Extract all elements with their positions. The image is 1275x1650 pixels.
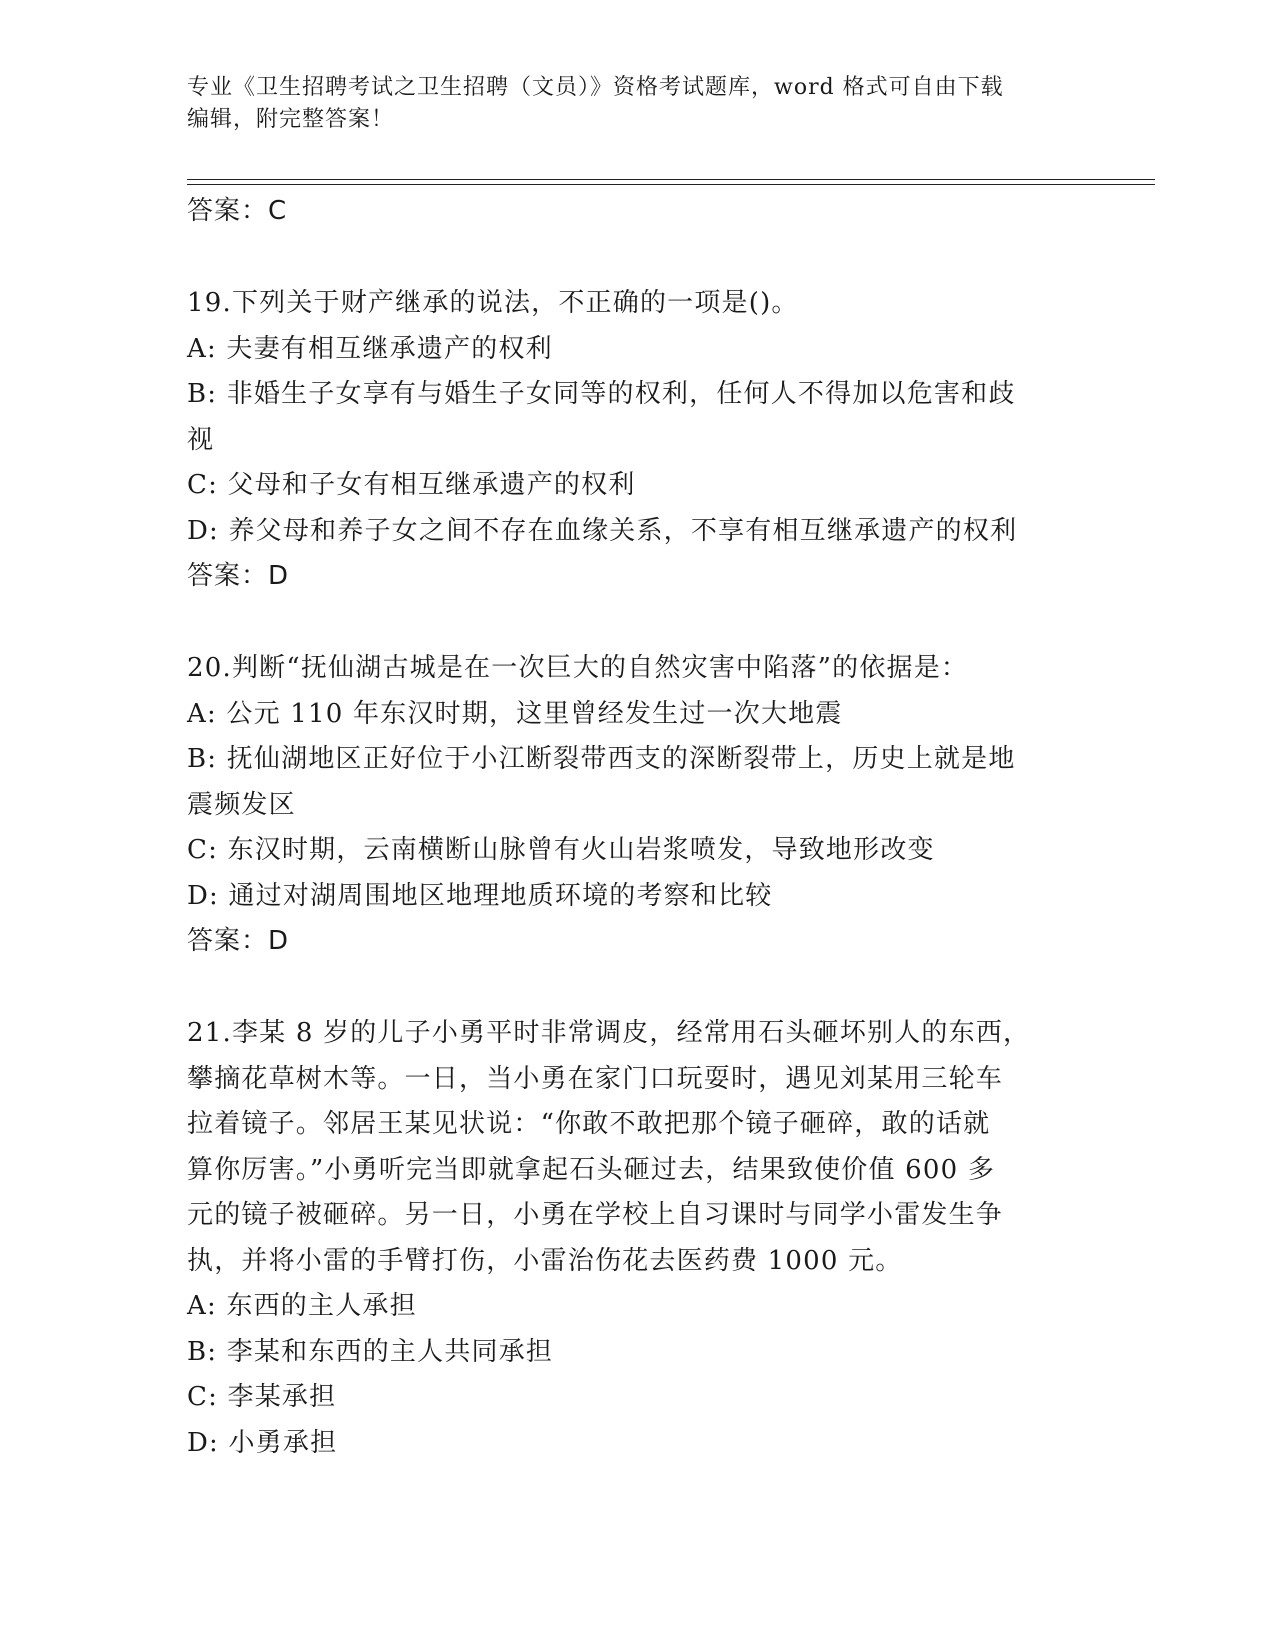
question-spacer <box>187 964 1087 1011</box>
question-stem-line: 攀摘花草树木等。一日，当小勇在家门口玩耍时，遇见刘某用三轮车 <box>187 1063 1004 1094</box>
option-line: D: 小勇承担 <box>187 1427 338 1458</box>
header-line-1: 专业《卫生招聘考试之卫生招聘（文员）》资格考试题库，word 格式可自由下载 <box>187 75 1004 100</box>
option-line: C: 东汉时期，云南横断山脉曾有火山岩浆喷发，导致地形改变 <box>187 835 935 865</box>
question-list <box>187 234 1087 1466</box>
question-block <box>187 281 1087 599</box>
document-body <box>187 189 1087 1466</box>
question-spacer <box>187 234 1087 281</box>
question-spacer <box>187 599 1087 646</box>
question-stem-line: 20.判断“抚仙湖古城是在一次巨大的自然灾害中陷落”的依据是： <box>187 653 969 683</box>
option-line: B: 李某和东西的主人共同承担 <box>187 1336 554 1367</box>
header-rule-bottom <box>187 184 1155 185</box>
answer-line: 答案：D <box>187 926 290 956</box>
answer-line: 答案：D <box>187 561 290 591</box>
previous-answer: 答案：C <box>187 196 288 226</box>
option-line: B: 抚仙湖地区正好位于小江断裂带西支的深断裂带上，历史上就是地 <box>187 744 1016 774</box>
option-line: B: 非婚生子女享有与婚生子女同等的权利，任何人不得加以危害和歧 <box>187 379 1016 409</box>
option-line: C: 李某承担 <box>187 1382 337 1412</box>
question-stem-line: 19.下列关于财产继承的说法，不正确的一项是()。 <box>187 288 799 318</box>
question-stem-line: 拉着镜子。邻居王某见状说：“你敢不敢把那个镜子砸碎，敢的话就 <box>187 1109 991 1139</box>
option-line: D: 通过对湖周围地区地理地质环境的考察和比较 <box>187 880 773 911</box>
option-line: D: 养父母和养子女之间不存在血缘关系，不享有相互继承遗产的权利 <box>187 515 1018 546</box>
question-block <box>187 646 1087 964</box>
page-header <box>187 72 1067 136</box>
option-line: 震频发区 <box>187 789 296 820</box>
question-stem-line: 元的镜子被砸碎。另一日，小勇在学校上自习课时与同学小雷发生争 <box>187 1200 1004 1230</box>
question-stem-line: 执，并将小雷的手臂打伤，小雷治伤花去医药费 1000 元。 <box>187 1245 903 1276</box>
option-line: 视 <box>187 424 215 455</box>
option-line: C: 父母和子女有相互继承遗产的权利 <box>187 470 636 500</box>
question-block <box>187 1011 1087 1466</box>
header-rule-top <box>187 179 1155 180</box>
header-line-2: 编辑，附完整答案！ <box>187 107 395 132</box>
question-stem-line: 21.李某 8 岁的儿子小勇平时非常调皮，经常用石头砸坏别人的东西， <box>187 1018 1031 1048</box>
option-line: A: 东西的主人承担 <box>187 1291 417 1321</box>
option-line: A: 公元 110 年东汉时期，这里曾经发生过一次大地震 <box>187 698 843 729</box>
option-line: A: 夫妻有相互继承遗产的权利 <box>187 333 553 364</box>
question-stem-line: 算你厉害。”小勇听完当即就拿起石头砸过去，结果致使价值 600 多 <box>187 1154 996 1185</box>
